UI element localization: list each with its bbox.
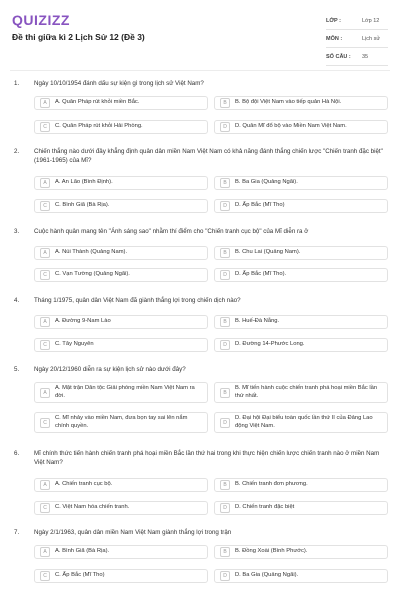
question-1: [14, 80, 390, 138]
question-3: [14, 228, 390, 286]
option-letter: D: [220, 122, 230, 132]
option-letter: C: [40, 503, 50, 513]
question-number: 1.: [14, 80, 20, 87]
info-value: 35: [362, 53, 369, 60]
info-row-class: [326, 12, 388, 30]
option-letter: A: [40, 248, 50, 258]
option-d[interactable]: [214, 501, 388, 515]
option-d[interactable]: [214, 338, 388, 352]
option-letter: D: [220, 270, 230, 280]
option-text: A. Bình Giã (Bà Rịa).: [55, 548, 110, 555]
info-row-subject: [326, 30, 388, 48]
option-text: B. Chiến tranh đơn phương.: [235, 481, 308, 488]
info-value: Lịch sử: [362, 35, 381, 42]
option-text: C. Vạn Tường (Quảng Ngãi).: [55, 271, 130, 278]
question-text: Tháng 1/1975, quân dân Việt Nam đã giành thắng lợi trong chiến dịch nào?: [34, 297, 241, 304]
option-letter: A: [40, 388, 50, 398]
option-letter: B: [220, 388, 230, 398]
option-d[interactable]: [214, 199, 388, 213]
option-c[interactable]: [34, 199, 208, 213]
option-letter: A: [40, 178, 50, 188]
option-text: A. An Lão (Bình Định).: [55, 179, 113, 186]
question-2: [14, 148, 390, 216]
question-number: 7.: [14, 529, 20, 536]
option-letter: B: [220, 248, 230, 258]
option-a[interactable]: [34, 176, 208, 190]
option-letter: A: [40, 98, 50, 108]
option-text: C. Ấp Bắc (Mĩ Tho): [55, 572, 105, 579]
question-number: 6.: [14, 450, 20, 457]
question-text: Cuộc hành quân mang tên "Ánh sáng sao" nhằm thí điểm cho "Chiến tranh cục bộ" của Mĩ diễn ra ở: [34, 228, 309, 235]
option-text: B. Huế-Đà Nẵng.: [235, 318, 280, 325]
option-letter: C: [40, 571, 50, 581]
option-letter: A: [40, 480, 50, 490]
option-c[interactable]: [34, 338, 208, 352]
option-a[interactable]: [34, 315, 208, 329]
info-row-count: [326, 48, 388, 66]
question-7: [14, 529, 390, 591]
question-5: [14, 366, 390, 440]
option-text: D. Quân Mĩ đổ bộ vào Miền Nam Việt Nam.: [235, 123, 347, 130]
option-letter: D: [220, 201, 230, 211]
option-text: A. Chiến tranh cục bộ.: [55, 481, 113, 488]
option-text: D. Ba Gia (Quảng Ngãi).: [235, 572, 299, 579]
option-b[interactable]: [214, 545, 388, 559]
option-text: C. Tây Nguyên: [55, 341, 94, 348]
option-text: A. Đường 9-Nam Lào: [55, 318, 111, 325]
option-a[interactable]: [34, 382, 208, 403]
question-text: Mĩ chính thức tiến hành chiến tranh phá hoại miền Bắc lần thứ hai trong khi thực hiện chiến lược chiến tranh nào ở miền Nam Việt Nam?: [34, 450, 380, 466]
question-number: 5.: [14, 366, 20, 373]
option-letter: C: [40, 418, 50, 428]
option-text: D. Chiến tranh đặc biệt: [235, 504, 295, 511]
option-d[interactable]: [214, 412, 388, 433]
option-c[interactable]: [34, 268, 208, 282]
option-text: B. Bộ đội Việt Nam vào tiếp quản Hà Nội.: [235, 99, 342, 106]
option-c[interactable]: [34, 569, 208, 583]
option-letter: B: [220, 317, 230, 327]
question-6: [14, 450, 390, 518]
option-d[interactable]: [214, 120, 388, 134]
option-letter: D: [220, 571, 230, 581]
question-text: Chiến thắng nào dưới đây khẳng định quân dân miền Nam Việt Nam có khả năng đánh thắng chiến lược "Chiến tranh đặc biệt" (1961-1965) của Mĩ?: [34, 148, 383, 164]
option-letter: B: [220, 178, 230, 188]
option-letter: A: [40, 547, 50, 557]
option-b[interactable]: [214, 246, 388, 260]
option-b[interactable]: [214, 176, 388, 190]
quizizz-logo: QUIZIZZ: [12, 12, 70, 28]
option-text: B. Mĩ tiến hành cuộc chiến tranh phá hoại miền Bắc lần thứ nhất.: [235, 385, 378, 399]
option-text: A. Núi Thành (Quảng Nam).: [55, 249, 128, 256]
info-value: Lớp 12: [362, 17, 380, 24]
option-a[interactable]: [34, 96, 208, 110]
question-text: Ngày 2/1/1963, quân dân miền Nam Việt Nam giành thắng lợi trong trận: [34, 529, 232, 536]
option-letter: C: [40, 340, 50, 350]
option-letter: D: [220, 340, 230, 350]
option-text: D. Đại hội Đại biểu toàn quốc lần thứ II của Đảng Lao động Việt Nam.: [235, 415, 373, 429]
info-panel: [326, 12, 388, 66]
option-text: B. Ba Gia (Quảng Ngãi).: [235, 179, 298, 186]
option-text: C. Quân Pháp rút khỏi Hải Phòng.: [55, 123, 143, 130]
option-c[interactable]: [34, 501, 208, 515]
option-letter: D: [220, 418, 230, 428]
document-title: Đề thi giữa kì 2 Lịch Sử 12 (Đề 3): [12, 32, 145, 42]
option-letter: B: [220, 98, 230, 108]
option-b[interactable]: [214, 382, 388, 403]
option-letter: B: [220, 480, 230, 490]
option-text: C. Bình Giã (Bà Rịa).: [55, 202, 110, 209]
option-b[interactable]: [214, 478, 388, 492]
option-text: C. Việt Nam hóa chiến tranh.: [55, 504, 130, 511]
option-text: A. Mặt trận Dân tộc Giải phóng miền Nam Việt Nam ra đời.: [55, 385, 195, 399]
option-letter: B: [220, 547, 230, 557]
option-d[interactable]: [214, 268, 388, 282]
option-b[interactable]: [214, 315, 388, 329]
option-text: C. Mĩ nhảy vào miền Nam, đưa bọn tay sai lên nắm chính quyền.: [55, 415, 188, 429]
option-b[interactable]: [214, 96, 388, 110]
option-text: D. Ấp Bắc (Mĩ Tho): [235, 202, 285, 209]
info-label: LỚP :: [326, 17, 341, 24]
option-text: A. Quân Pháp rút khỏi miền Bắc.: [55, 99, 140, 106]
option-letter: D: [220, 503, 230, 513]
question-text: Ngày 10/10/1954 đánh dấu sự kiện gì trong lịch sử Việt Nam?: [34, 80, 204, 87]
option-c[interactable]: [34, 412, 208, 433]
option-letter: C: [40, 201, 50, 211]
option-a[interactable]: [34, 545, 208, 559]
option-text: D. Đường 14-Phước Long.: [235, 341, 305, 348]
document-header: [0, 0, 400, 66]
question-number: 2.: [14, 148, 20, 155]
option-d[interactable]: [214, 569, 388, 583]
option-text: B. Đồng Xoài (Bình Phước).: [235, 548, 308, 555]
option-c[interactable]: [34, 120, 208, 134]
info-label: MÔN :: [326, 35, 343, 42]
option-letter: A: [40, 317, 50, 327]
info-label: SỐ CÂU :: [326, 53, 351, 60]
option-text: B. Chu Lai (Quảng Nam).: [235, 249, 301, 256]
question-4: [14, 297, 390, 355]
question-number: 4.: [14, 297, 20, 304]
option-a[interactable]: [34, 478, 208, 492]
option-letter: C: [40, 122, 50, 132]
question-number: 3.: [14, 228, 20, 235]
question-text: Ngày 20/12/1960 diễn ra sự kiện lịch sử nào dưới đây?: [34, 366, 186, 373]
header-divider: [10, 70, 390, 71]
option-a[interactable]: [34, 246, 208, 260]
option-text: D. Ấp Bắc (Mĩ Tho).: [235, 271, 287, 278]
option-letter: C: [40, 270, 50, 280]
